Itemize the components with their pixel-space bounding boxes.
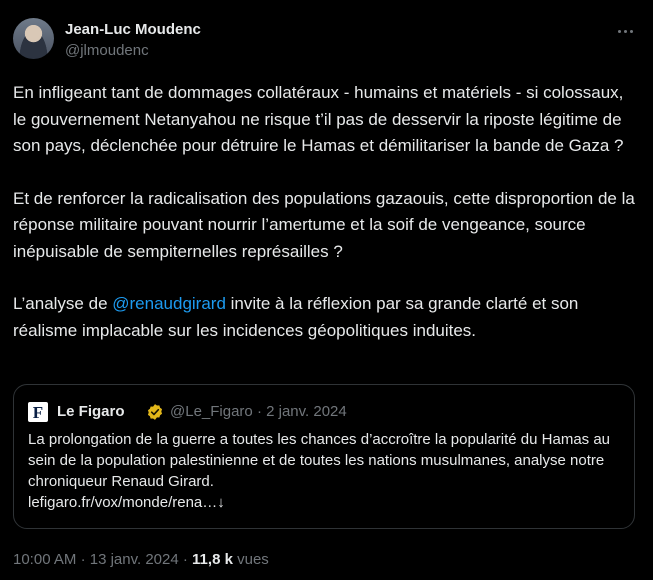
quote-meta <box>170 403 347 420</box>
more-dots-icon[interactable] <box>614 20 636 42</box>
quoted-tweet[interactable] <box>13 384 635 529</box>
quote-link[interactable]: lefigaro.fr/vox/monde/rena…↓ <box>28 494 225 511</box>
avatar[interactable] <box>13 18 54 59</box>
quote-handle: @Le_Figaro <box>170 403 253 420</box>
tweet-paragraph-2: Et de renforcer la radicalisation des populations gazaouis, cette disproportion de la réponse militaire pouvant nourrir l’amertume et la soif de vengeance, source inépuisable de sempiternelles représailles ? <box>13 188 635 261</box>
footer-separator: · <box>80 551 86 568</box>
le-figaro-logo-icon: F <box>28 402 48 422</box>
tweet-footer <box>13 551 269 568</box>
tweet-text <box>13 80 641 344</box>
tweet-paragraph-1: En infligeant tant de dommages collatéraux - humains et matériels - si colossaux, le gouvernement Netanyahou ne risque t’il pas de desservir la riposte légitime de son pays, déclenchée pour détruire le Hamas et démilitariser la bande de Gaza ? <box>13 83 624 155</box>
tweet-paragraph-3 <box>13 291 641 344</box>
quote-separator: · <box>256 403 262 420</box>
tweet-time[interactable]: 10:00 AM <box>13 551 77 568</box>
quote-text: La prolongation de la guerre a toutes les chances d’accroître la popularité du Hamas au sein de la population palestinienne et de toutes les nations musulmanes, analyse notre chroniqueur Renaud Girard. <box>28 431 611 490</box>
paragraph-3-text-before: L’analyse de <box>13 294 113 313</box>
views-count: 11,8 k <box>192 551 233 568</box>
quote-author-name: Le Figaro <box>57 403 125 420</box>
quote-text-block <box>28 429 628 513</box>
views-label: vues <box>237 551 269 568</box>
footer-separator-2: · <box>182 551 188 568</box>
verified-badge-icon <box>146 403 164 421</box>
author-handle[interactable]: @jlmoudenc <box>65 42 149 59</box>
paragraph-3-text-after: invite à la réflexion par sa grande clarté et son réalisme implacable sur les incidences géopolitiques induites. <box>13 294 579 340</box>
quote-date: 2 janv. 2024 <box>266 403 347 420</box>
author-name[interactable]: Jean-Luc Moudenc <box>65 21 201 38</box>
mention-link[interactable]: @renaudgirard <box>112 294 226 313</box>
tweet-date[interactable]: 13 janv. 2024 <box>89 551 179 568</box>
